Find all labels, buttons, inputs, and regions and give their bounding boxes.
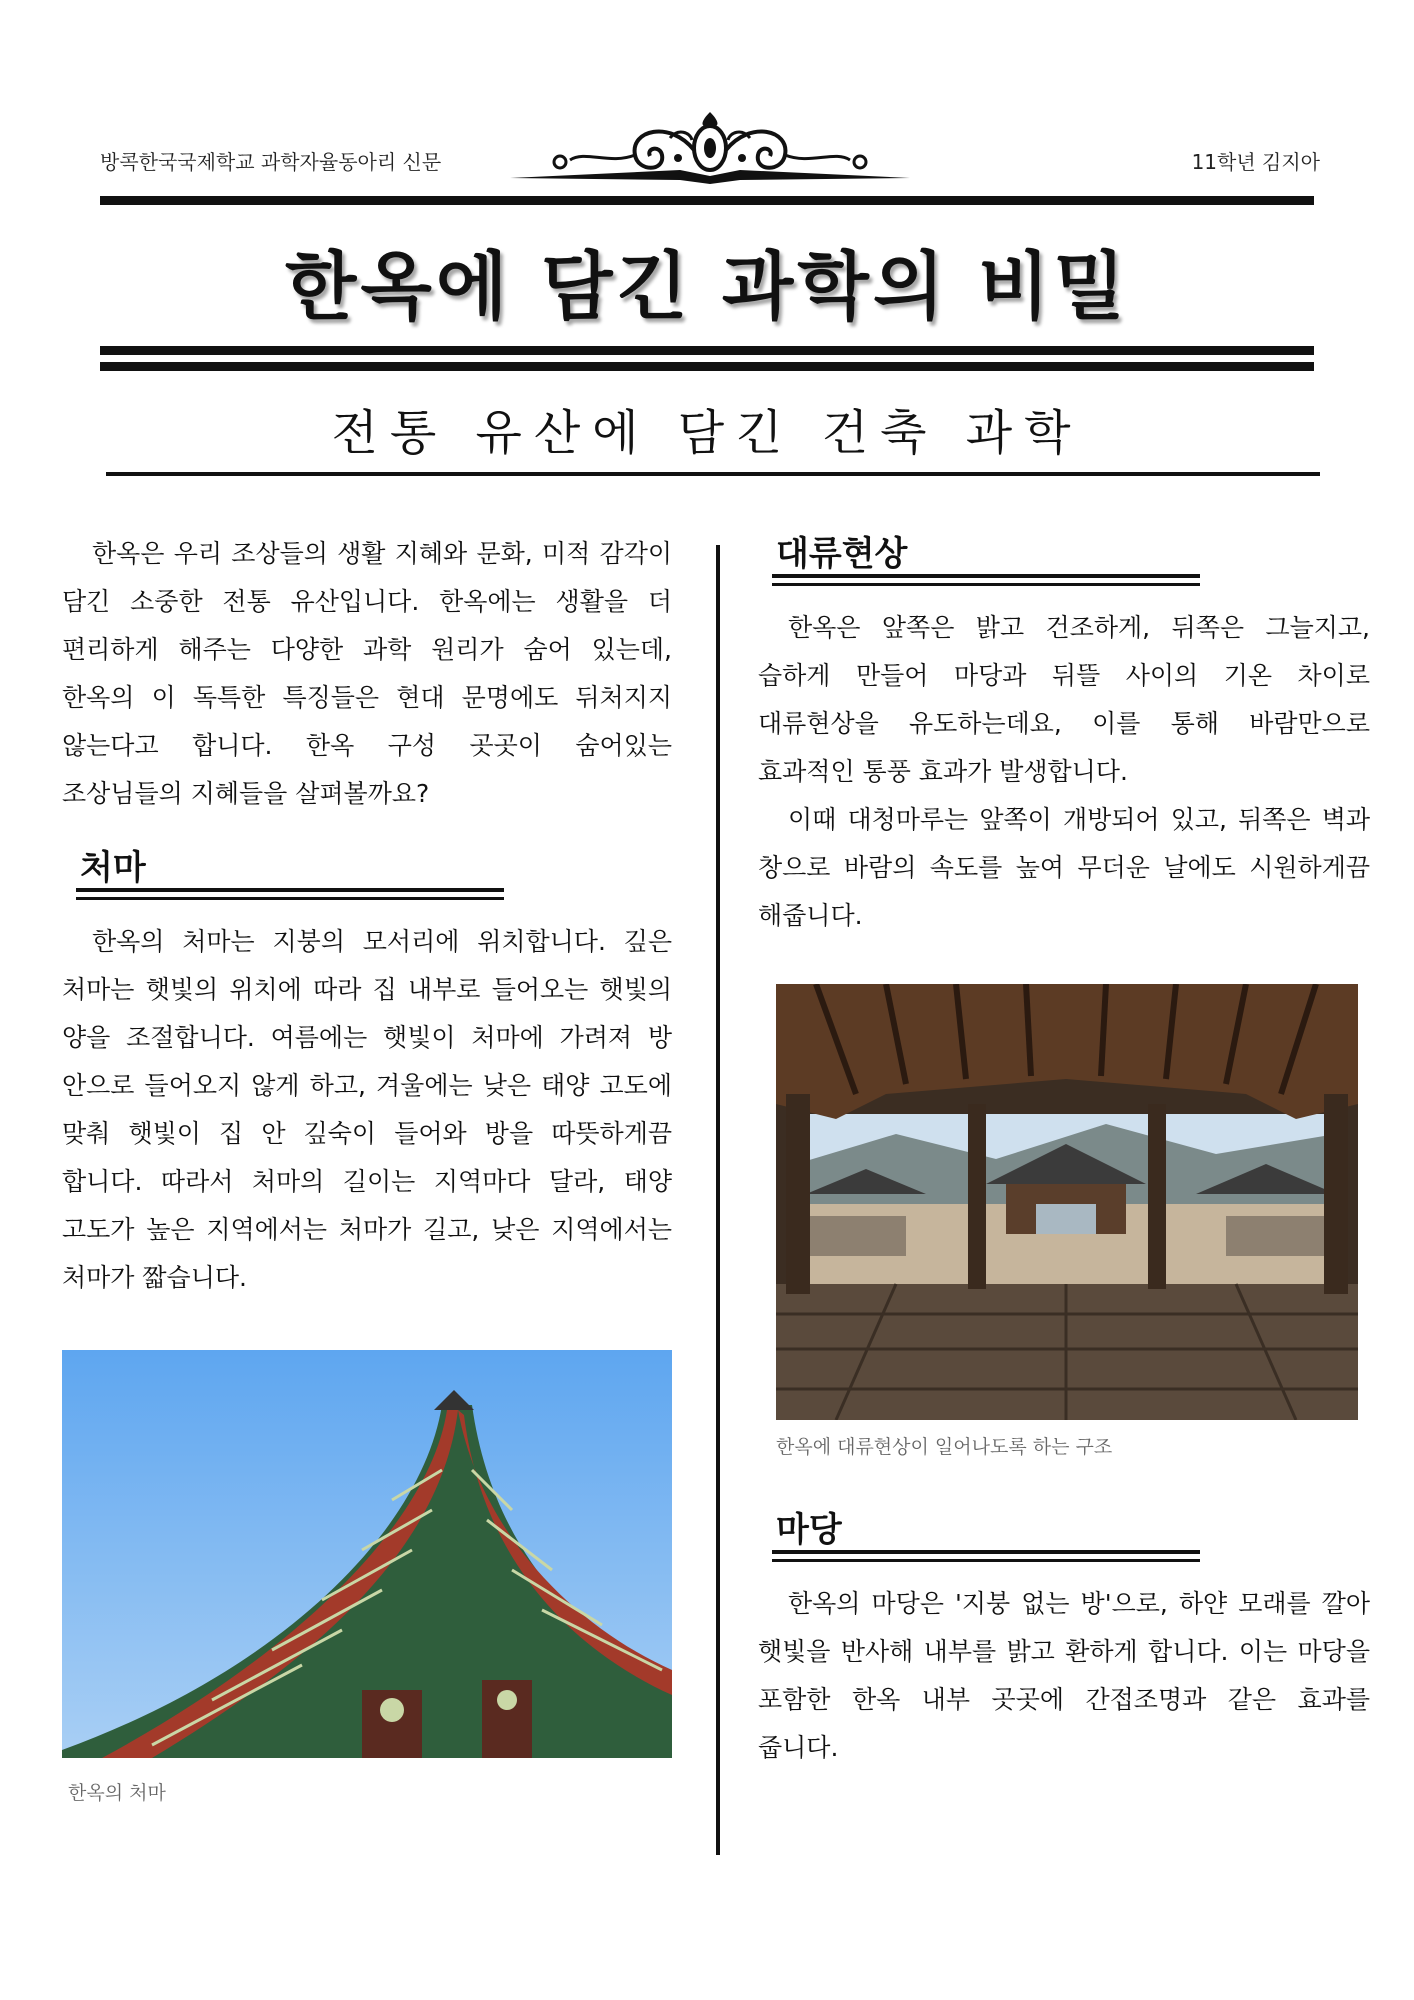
intro-paragraph: 한옥은 우리 조상들의 생활 지혜와 문화, 미적 감각이 담긴 소중한 전통 유산입니다. 한옥에는 생활을 더 편리하게 해주는 다양한 과학 원리가 숨어 있는데, 한옥의 이 독특한 특징들은 현대 문명에도 뒤처지지 않는다고 합니다. 한옥 구성 곳곳이 숨어있는 조상님들의 지혜들을 살펴볼까요? — [62, 539, 672, 808]
section-heading-cheoma: 처마 — [80, 848, 146, 888]
section-rule-madang-2 — [772, 1559, 1200, 1562]
flourish-ornament-icon — [500, 110, 920, 190]
convection-photo — [776, 984, 1358, 1420]
section-rule-convection-2 — [772, 583, 1200, 586]
publisher-label: 방콕한국국제학교 과학자율동아리 신문 — [100, 150, 442, 174]
convection-paragraph-1: 한옥은 앞쪽은 밝고 건조하게, 뒤쪽은 그늘지고, 습하게 만들어 마당과 뒤뜰 사이의 기온 차이로 대류현상을 유도하는데요, 이를 통해 바람만으로 효과적인 통풍 효과가 발생합니다. — [758, 613, 1370, 786]
section-heading-convection: 대류현상 — [776, 534, 908, 574]
page-subtitle: 전통 유산에 담긴 건축 과학 — [331, 405, 1083, 461]
column-divider — [716, 545, 720, 1855]
subtitle-rule — [106, 472, 1320, 476]
author-label: 11학년 김지아 — [1191, 150, 1320, 174]
section-rule-madang-1 — [772, 1550, 1200, 1554]
cheoma-photo — [62, 1350, 672, 1758]
section-heading-madang: 마당 — [776, 1510, 842, 1550]
section-rule-cheoma-2 — [76, 897, 504, 900]
title-rule-bottom — [100, 362, 1314, 371]
convection-caption: 한옥에 대류현상이 일어나도록 하는 구조 — [776, 1436, 1113, 1458]
section-rule-cheoma-1 — [76, 888, 504, 892]
cheoma-caption: 한옥의 처마 — [68, 1782, 166, 1804]
convection-paragraph-2: 이때 대청마루는 앞쪽이 개방되어 있고, 뒤쪽은 벽과 창으로 바람의 속도를 높여 무더운 날에도 시원하게끔 해줍니다. — [758, 805, 1370, 930]
madang-paragraph: 한옥의 마당은 '지붕 없는 방'으로, 하얀 모래를 깔아 햇빛을 반사해 내부를 밝고 환하게 합니다. 이는 마당을 포함한 한옥 내부 곳곳에 간접조명과 같은 효과를 줍니다. — [758, 1589, 1370, 1762]
title-rule-top — [100, 346, 1314, 355]
cheoma-paragraph: 한옥의 처마는 지붕의 모서리에 위치합니다. 깊은 처마는 햇빛의 위치에 따라 집 내부로 들어오는 햇빛의 양을 조절합니다. 여름에는 햇빛이 처마에 가려져 방 안으로 들어오지 않게 하고, 겨울에는 낮은 태양 고도에 맞춰 햇빛이 집 안 깊숙이 들어와 방을 따뜻하게끔 합니다. 따라서 처마의 길이는 지역마다 달라, 태양 고도가 높은 지역에서는 처마가 길고, 낮은 지역에서는 처마가 짧습니다. — [62, 927, 672, 1292]
page-title: 한옥에 담긴 과학의 비밀 — [284, 244, 1130, 330]
section-rule-convection-1 — [772, 574, 1200, 578]
header-rule — [100, 196, 1314, 205]
